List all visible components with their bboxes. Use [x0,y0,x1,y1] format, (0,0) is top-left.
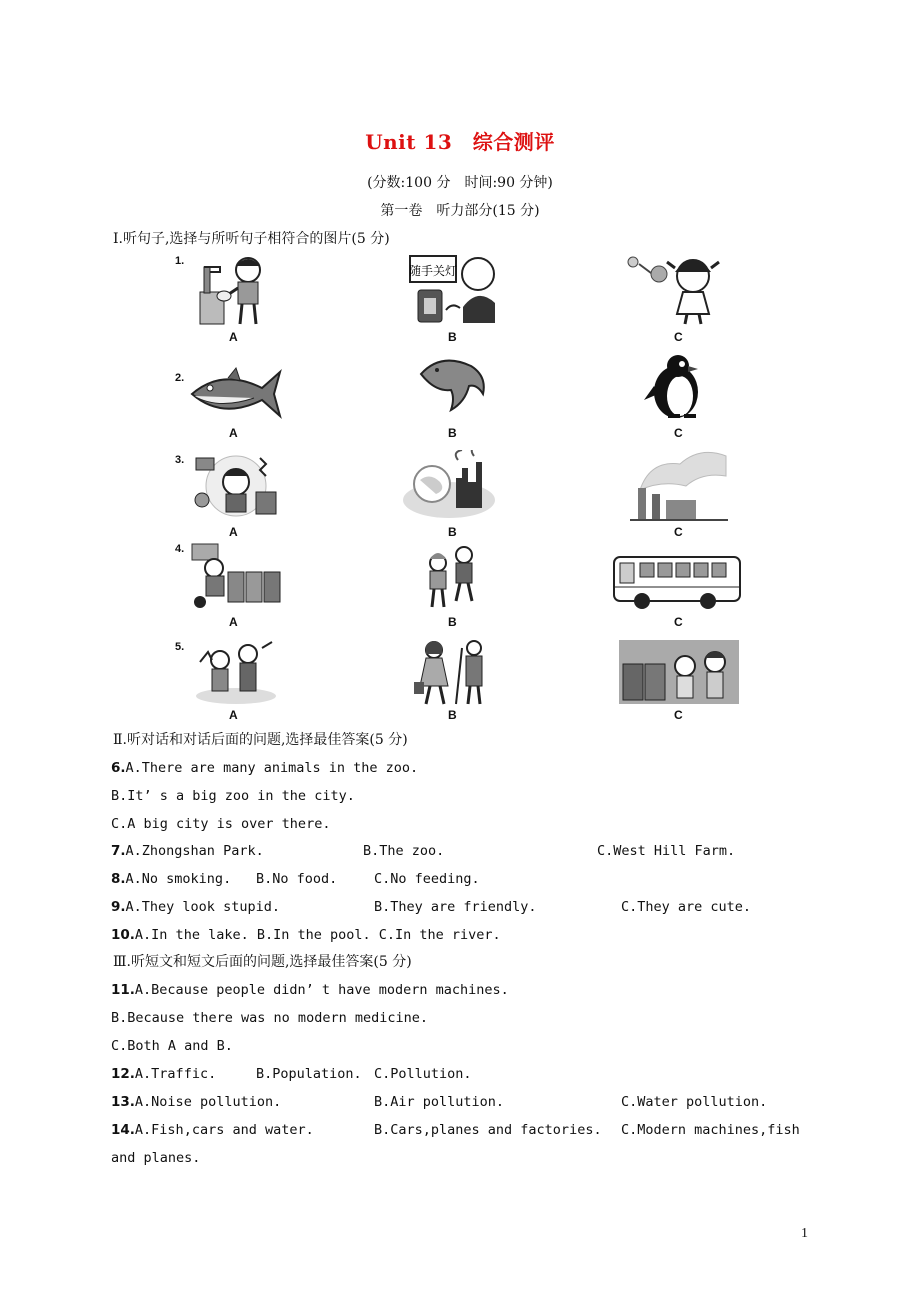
question-number: 14. [111,1122,135,1138]
question-8-option-c: C.No feeding. [374,871,480,887]
question-14-option-b: B.Cars,planes and factories. [374,1122,602,1138]
question-7-option-a: 7.A.Zhongshan Park. [111,843,264,859]
page-title: Unit 13 综合测评 [365,130,555,154]
question-14-continuation: and planes. [111,1150,201,1166]
question-11-option-b: B.Because there was no modern medicine. [111,1010,428,1026]
recycling-bins-icon [190,542,282,612]
noise-boy-icon [190,450,282,520]
question-10: 10.A.In the lake. B.In the pool. C.In the river. [111,927,501,943]
option-label: B [448,330,457,344]
option-label: C [674,330,683,344]
question-7-option-b: B.The zoo. [363,843,445,859]
question-6-option-a: 6.A.There are many animals in the zoo. [111,760,419,776]
option-label: A [229,708,238,722]
question-14-option-c: C.Modern machines,fish [621,1122,800,1138]
sign-text: 随手关灯 [408,264,458,278]
question-11-option-c: C.Both A and B. [111,1038,233,1054]
question-8-option-a: 8.A.No smoking. [111,871,232,887]
option-label: C [674,426,683,440]
question-number: 12. [111,1066,135,1082]
part-heading: 第一卷 听力部分(15 分) [380,203,540,219]
question-7-option-c: C.West Hill Farm. [597,843,736,859]
question-number: 5. [175,641,185,653]
question-number: 10. [111,927,135,943]
children-walking-icon [422,545,482,609]
bus-icon [612,555,742,611]
option-label: B [448,708,457,722]
question-number: 4. [175,543,185,555]
question-11-option-a: 11.A.Because people didn’ t have modern machines. [111,982,509,998]
question-number: 1. [175,255,185,267]
woman-cleaner-icon [412,638,494,706]
penguin-icon [640,352,714,422]
exam-meta: (分数:100 分 时间:90 分钟) [367,175,553,191]
question-number: 6. [111,760,126,776]
question-9-option-b: B.They are friendly. [374,899,537,915]
girl-cleaning-icon [625,252,735,326]
option-label: A [229,426,238,440]
question-8-option-b: B.No food. [256,871,338,887]
option-label: B [448,525,457,539]
question-9-option-a: 9.A.They look stupid. [111,899,280,915]
dolphin-icon [415,352,489,422]
section2-heading: Ⅱ.听对话和对话后面的问题,选择最佳答案(5 分) [113,732,408,748]
question-14-option-a: 14.A.Fish,cars and water. [111,1122,314,1138]
section1-heading: Ⅰ.听句子,选择与所听句子相符合的图片(5 分) [113,231,390,247]
question-12-option-a: 12.A.Traffic. [111,1066,217,1082]
option-label: A [229,615,238,629]
page-number: 1 [801,1226,808,1241]
question-12-option-c: C.Pollution. [374,1066,472,1082]
option-label: A [229,330,238,344]
shark-icon [188,366,282,422]
sign-hand-icon [408,252,498,326]
question-number: 13. [111,1094,135,1110]
option-label: B [448,615,457,629]
section3-heading: Ⅲ.听短文和短文后面的问题,选择最佳答案(5 分) [113,954,412,970]
question-6-option-c: C.A big city is over there. [111,816,331,832]
question-12-option-b: B.Population. [256,1066,362,1082]
option-label: A [229,525,238,539]
question-number: 9. [111,899,126,915]
question-number: 11. [111,982,135,998]
people-quarrel-icon [190,638,282,706]
boy-washing-hands-icon [190,252,272,326]
question-13-option-a: 13.A.Noise pollution. [111,1094,282,1110]
factory-smoke-icon [630,450,728,522]
question-6-option-b: B.It’ s a big zoo in the city. [111,788,355,804]
question-number: 2. [175,372,185,384]
question-13-option-b: B.Air pollution. [374,1094,505,1110]
kids-bins-icon [619,640,739,704]
option-label: B [448,426,457,440]
option-label: C [674,708,683,722]
polluted-earth-icon [400,450,498,520]
option-label: C [674,615,683,629]
question-number: 7. [111,843,126,859]
question-number: 3. [175,454,185,466]
question-13-option-c: C.Water pollution. [621,1094,768,1110]
question-number: 8. [111,871,126,887]
question-9-option-c: C.They are cute. [621,899,752,915]
option-label: C [674,525,683,539]
